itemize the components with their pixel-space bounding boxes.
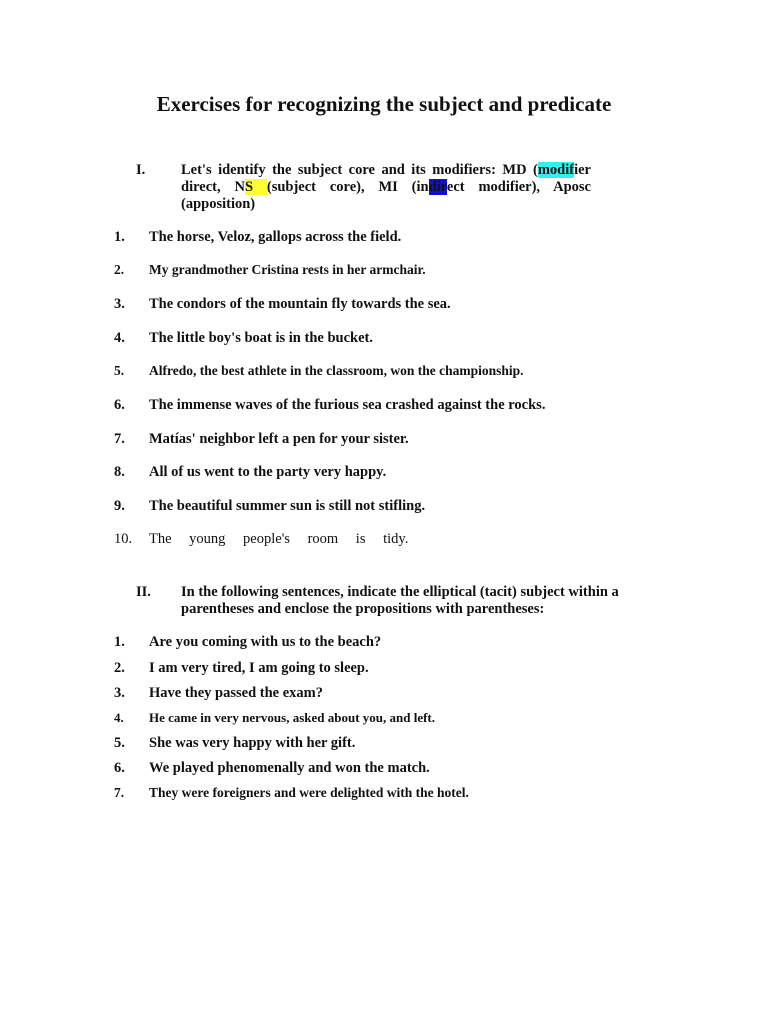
list-number: 9. xyxy=(114,498,125,514)
list-item-text: The beautiful summer sun is still not stifling. xyxy=(149,498,426,514)
list-item-text: The little boy's boat is in the bucket. xyxy=(149,330,373,346)
list-item-text: Matías' neighbor left a pen for your sister. xyxy=(149,431,409,447)
list-number: 10. xyxy=(114,531,133,547)
list-item-text: The horse, Veloz, gallops across the field. xyxy=(149,229,402,245)
list-number: 3. xyxy=(114,685,125,701)
list-item-text: They were foreigners and were delighted with the hotel. xyxy=(149,785,469,800)
list-number: 1. xyxy=(114,634,125,650)
list-item-text: Alfredo, the best athlete in the classroom, won the championship. xyxy=(149,363,524,378)
list-number: 3. xyxy=(114,296,125,312)
highlight-blue: dir xyxy=(428,179,447,195)
list-number: 4. xyxy=(114,710,124,725)
section-2-numeral: II. xyxy=(136,584,151,600)
highlight-cyan: modif xyxy=(537,162,575,178)
list-number: 5. xyxy=(114,735,125,751)
list-item-text: He came in very nervous, asked about you, and left. xyxy=(149,710,435,725)
highlight-yellow: S xyxy=(244,179,267,195)
list-item-text: Are you coming with us to the beach? xyxy=(149,634,382,650)
section-1-heading-text: Let's identify the subject core and its modifiers: MD (modifier direct, NS (subject core), MI (indirect modifier), Aposc (apposition) xyxy=(181,162,591,212)
list-item-text: I am very tired, I am going to sleep. xyxy=(149,660,369,676)
list-item-text: The young people's room is tidy. xyxy=(149,531,409,547)
list-number: 4. xyxy=(114,330,125,346)
list-item-text: All of us went to the party very happy. xyxy=(149,464,387,480)
list-item-text: The immense waves of the furious sea crashed against the rocks. xyxy=(149,397,546,413)
section-1-numeral: I. xyxy=(136,162,146,178)
list-number: 5. xyxy=(114,363,125,378)
page-title: Exercises for recognizing the subject and predicate xyxy=(156,92,612,116)
list-number: 2. xyxy=(114,660,125,676)
list-number: 6. xyxy=(114,760,125,776)
list-item-text: We played phenomenally and won the match. xyxy=(149,760,430,776)
list-number: 2. xyxy=(114,262,125,277)
list-item-text: The condors of the mountain fly towards the sea. xyxy=(149,296,451,312)
list-number: 8. xyxy=(114,464,125,480)
list-number: 7. xyxy=(114,785,125,800)
list-number: 7. xyxy=(114,431,125,447)
list-number: 1. xyxy=(114,229,125,245)
list-item-text: Have they passed the exam? xyxy=(149,685,323,701)
list-number: 6. xyxy=(114,397,125,413)
list-item-text: She was very happy with her gift. xyxy=(149,735,356,751)
section-2-heading-text: In the following sentences, indicate the elliptical (tacit) subject within a parentheses and enclose the propositions with parentheses: xyxy=(181,584,619,617)
list-item-text: My grandmother Cristina rests in her armchair. xyxy=(149,262,426,277)
